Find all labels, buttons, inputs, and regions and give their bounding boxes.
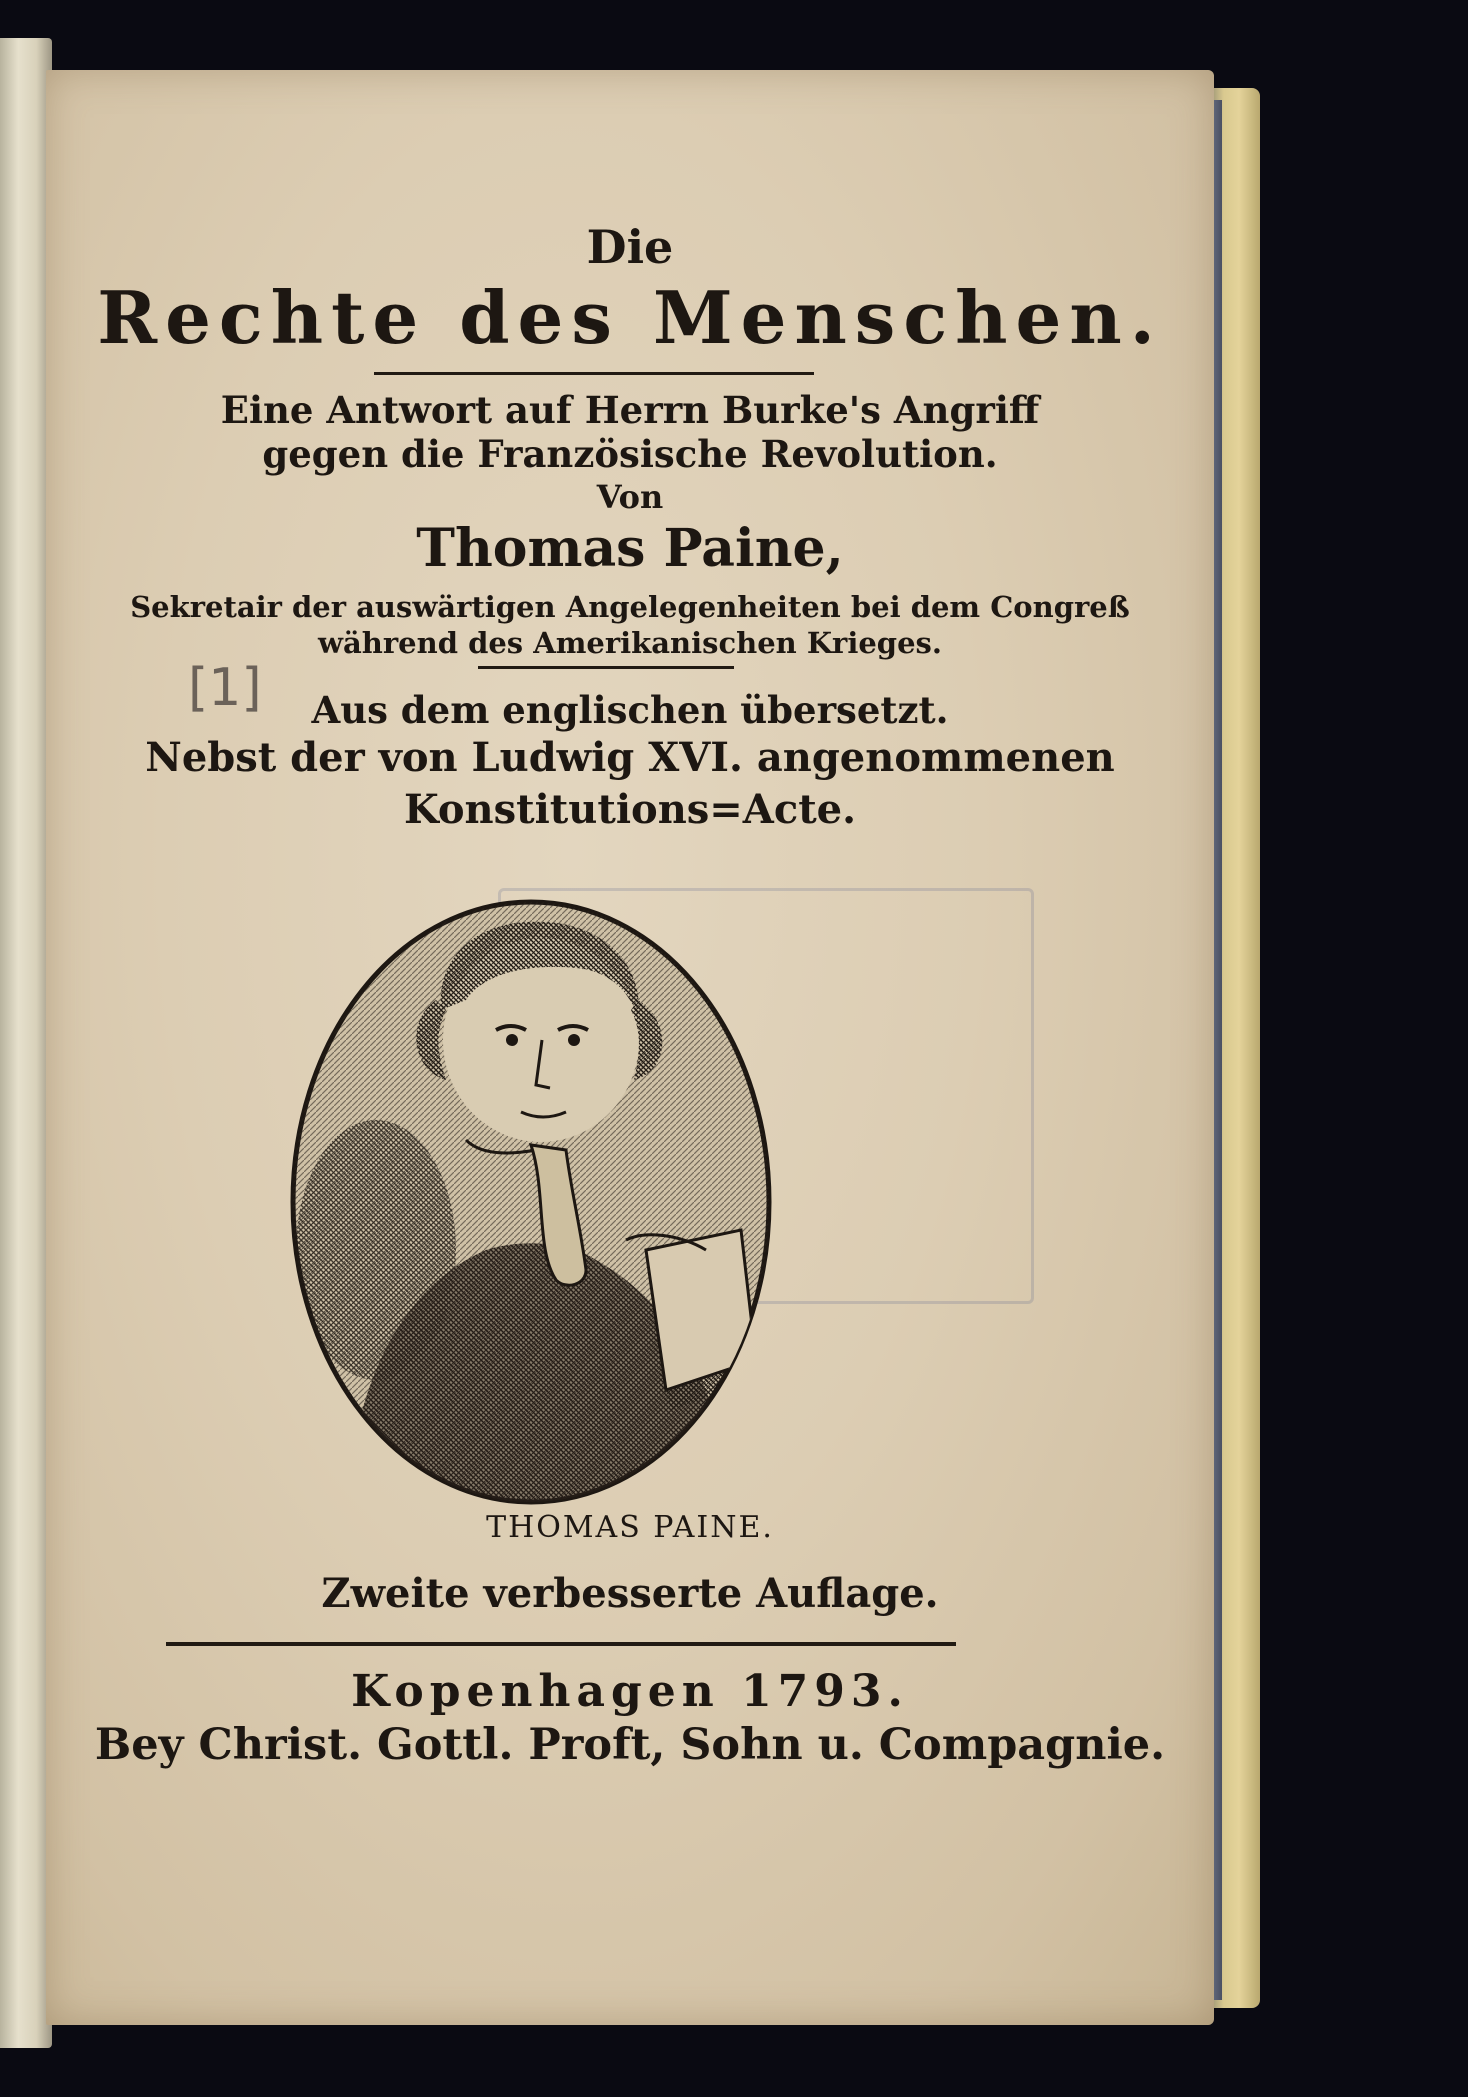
title-article: Die <box>586 220 674 274</box>
shelf-mark-annotation: [1] <box>188 658 262 718</box>
author-office-line-1: Sekretair der auswärtigen Angelegenheiten bei dem Congreß <box>130 590 1130 624</box>
book-title: Rechte des Menschen. <box>97 275 1163 360</box>
portrait-oval-image <box>286 890 776 1510</box>
title-rule <box>374 372 814 375</box>
section-rule <box>478 666 734 669</box>
author-office-line-2: während des Amerikanischen Krieges. <box>318 626 942 660</box>
author-name: Thomas Paine, <box>416 518 844 579</box>
imprint-place-year: Kopenhagen 1793. <box>351 1666 909 1717</box>
portrait-engraving <box>286 890 776 1510</box>
edition-statement: Zweite verbesserte Auflage. <box>321 1570 939 1617</box>
subtitle-line-1: Eine Antwort auf Herrn Burke's Angriff <box>220 388 1040 432</box>
imprint-publisher: Bey Christ. Gottl. Proft, Sohn u. Compagnie. <box>94 1720 1166 1770</box>
subtitle-line-2: gegen die Französische Revolution. <box>262 432 998 476</box>
by-label: Von <box>596 478 664 516</box>
translation-note: Aus dem englischen übersetzt. <box>311 688 949 732</box>
title-page <box>46 70 1214 2025</box>
portrait-caption: THOMAS PAINE. <box>486 1510 774 1545</box>
appendix-note-line-1: Nebst der von Ludwig XVI. angenommenen <box>145 734 1115 781</box>
imprint-rule <box>166 1642 956 1646</box>
left-page-edge <box>0 38 52 2048</box>
appendix-note-line-2: Konstitutions=Acte. <box>403 786 857 833</box>
